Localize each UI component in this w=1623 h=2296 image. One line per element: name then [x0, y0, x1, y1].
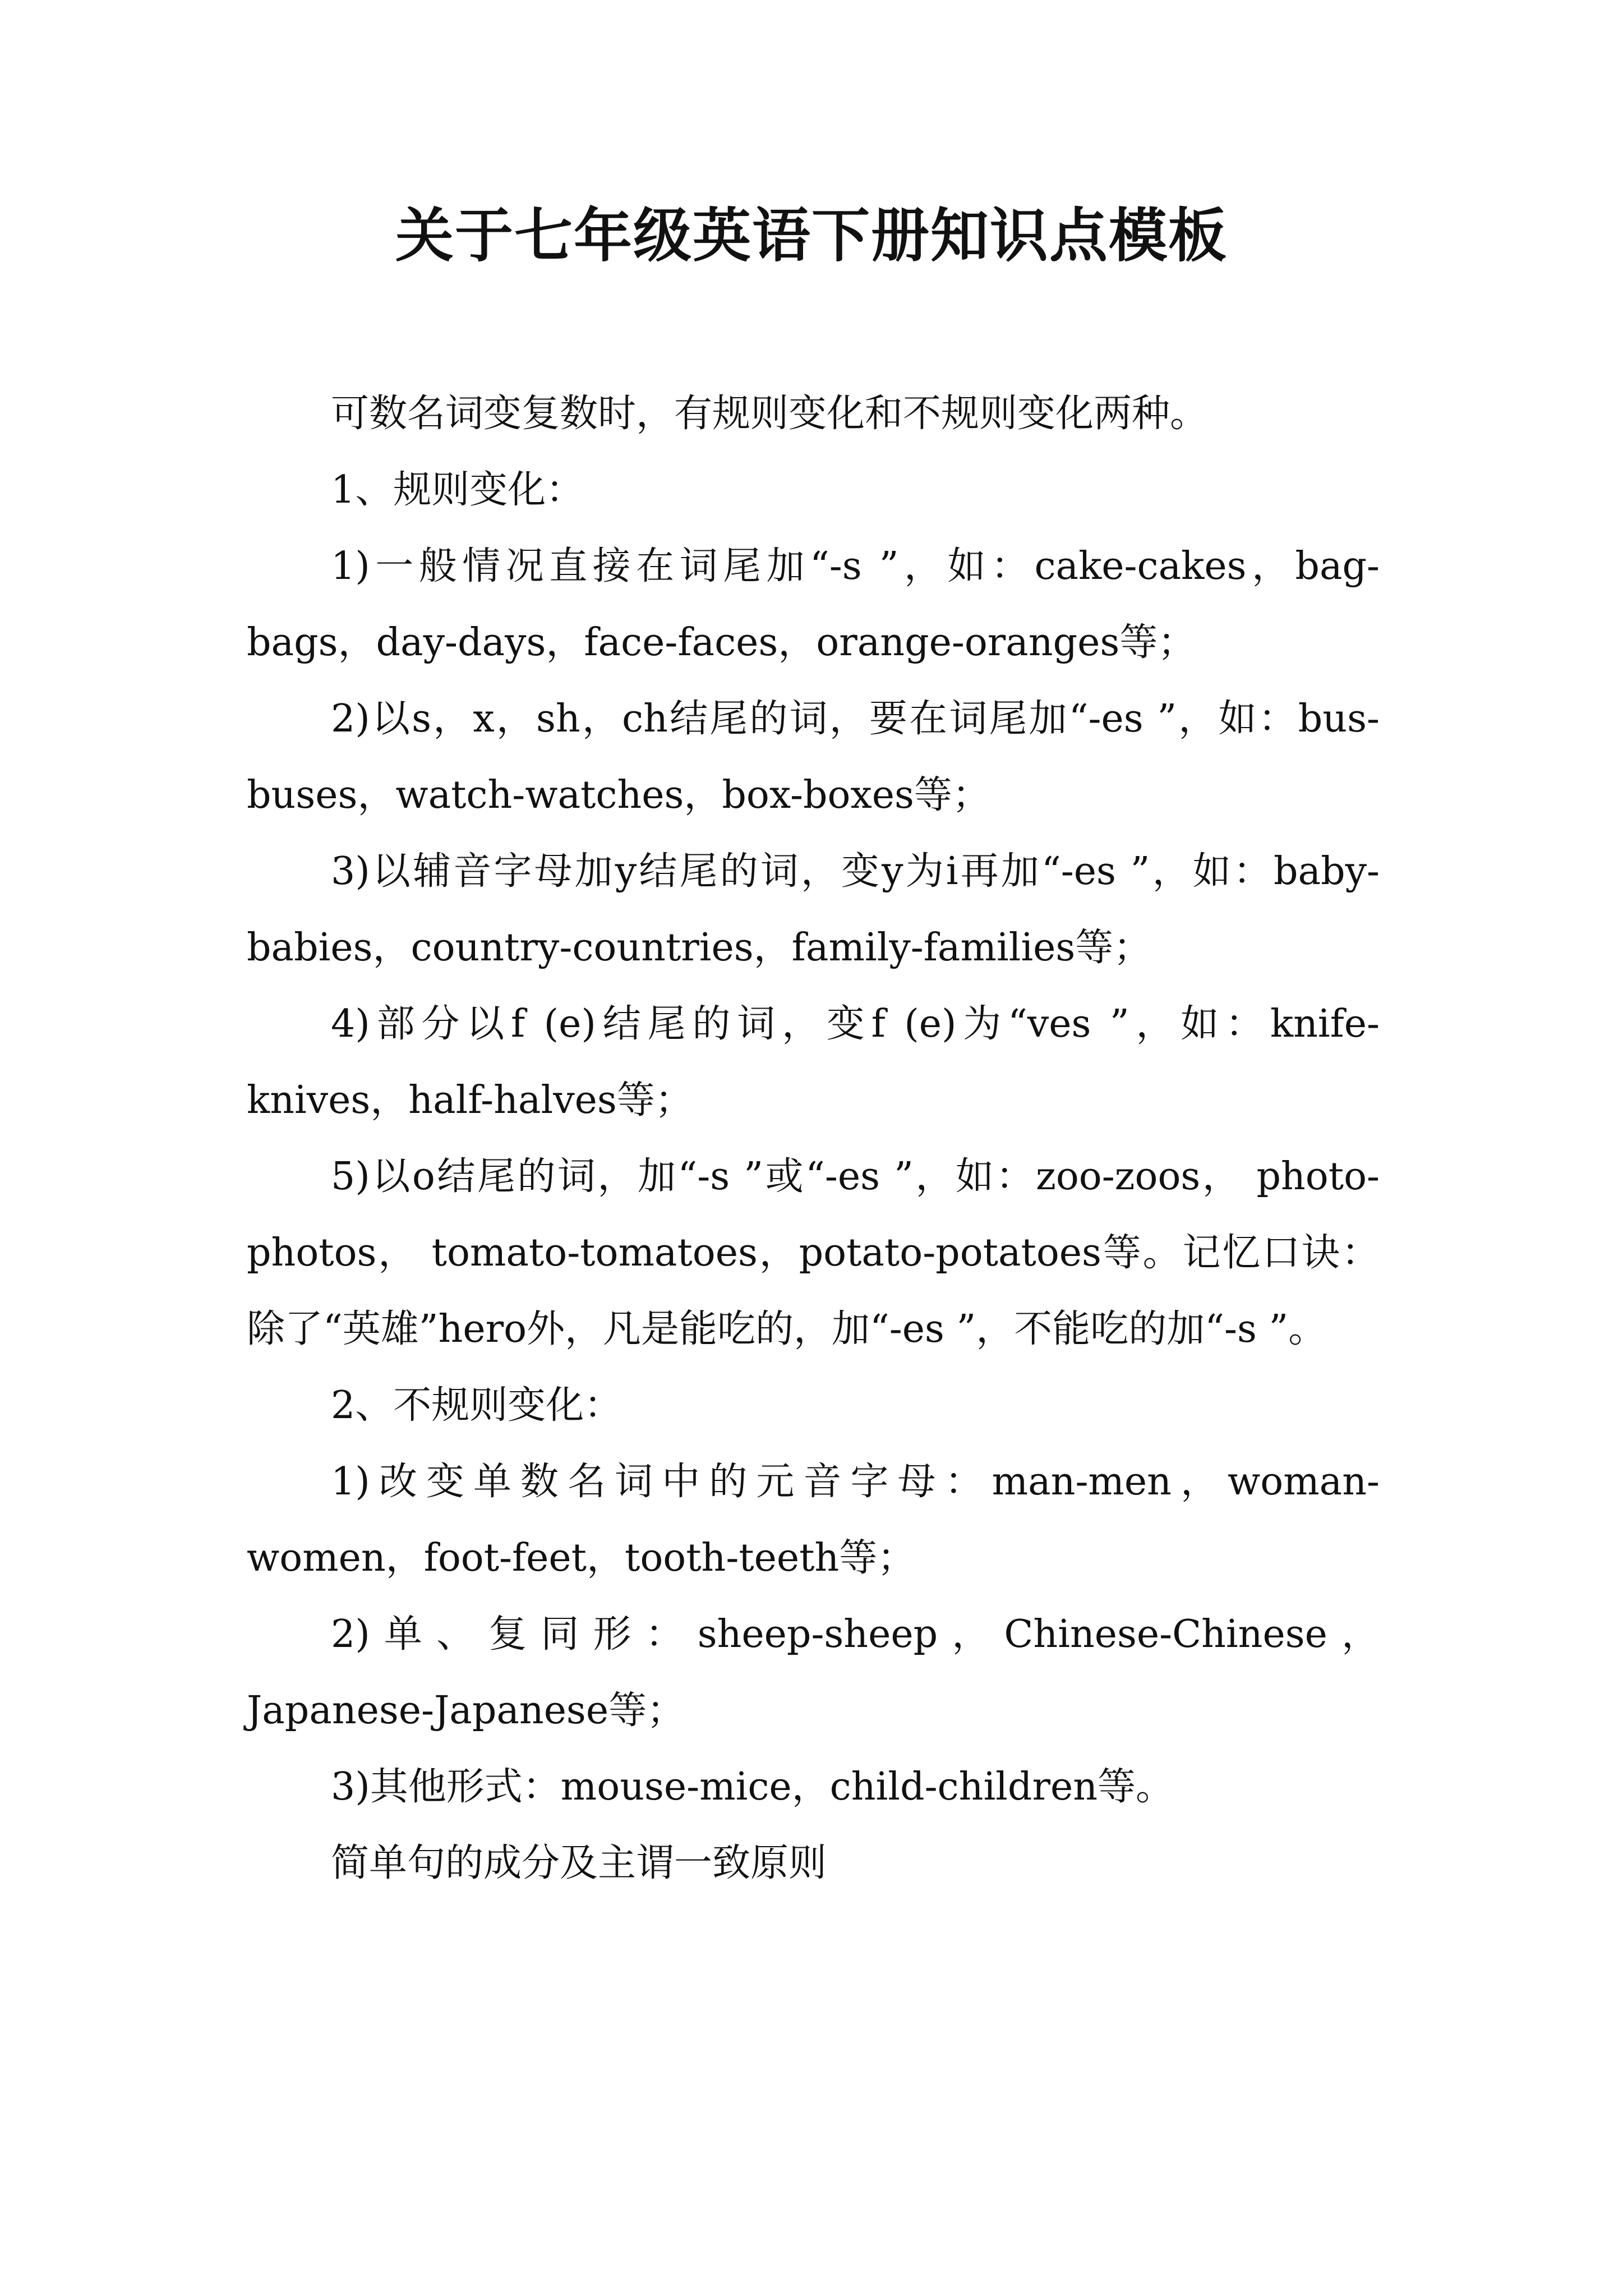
rule-item-1: 1)一般情况直接在词尾加“-s ”，如：cake-cakes，bag-bags，day-days，face-faces，orange-oranges等； — [247, 544, 1380, 665]
section-heading-regular: 1、规则变化： — [331, 468, 584, 512]
section-heading-sentence: 简单句的成分及主谓一致原则 — [331, 1841, 827, 1885]
rule-item-2: 2)以s，x，sh，ch结尾的词，要在词尾加“-es ”，如：bus-buses，watch-watches，box-boxes等； — [247, 697, 1380, 817]
rule-item-3: 3)以辅音字母加y结尾的词，变y为i再加“-es ”，如：baby-babies，country-countries，family-families等； — [247, 849, 1380, 970]
section-heading-irregular: 2、不规则变化： — [331, 1383, 623, 1428]
document-body — [247, 376, 1380, 1902]
irregular-item-3: 3)其他形式：mouse-mice，child-children等。 — [331, 1765, 1174, 1809]
paragraph-intro: 可数名词变复数时，有规则变化和不规则变化两种。 — [331, 392, 1209, 436]
rule-item-5: 5)以o结尾的词，加“-s ”或“-es ”，如：zoo-zoos， photo-photos， tomato-tomatoes，potato-potatoes等。记忆口诀：除了“英雄”hero外，凡是能吃的，加“-es ”，不能吃的加“-s ”。 — [247, 1154, 1380, 1351]
document-title: 关于七年级英语下册知识点模板 — [395, 201, 1228, 270]
rule-item-4: 4)部分以f (e)结尾的词，变f (e)为“ves ”，如：knife-knives，half-halves等； — [247, 1002, 1380, 1122]
irregular-item-2: 2)单、复同形：sheep-sheep，Chinese-Chinese，Japanese-Japanese等； — [247, 1612, 1380, 1733]
irregular-item-1: 1)改变单数名词中的元音字母：man-men，woman-women，foot-feet，tooth-teeth等； — [247, 1460, 1380, 1580]
